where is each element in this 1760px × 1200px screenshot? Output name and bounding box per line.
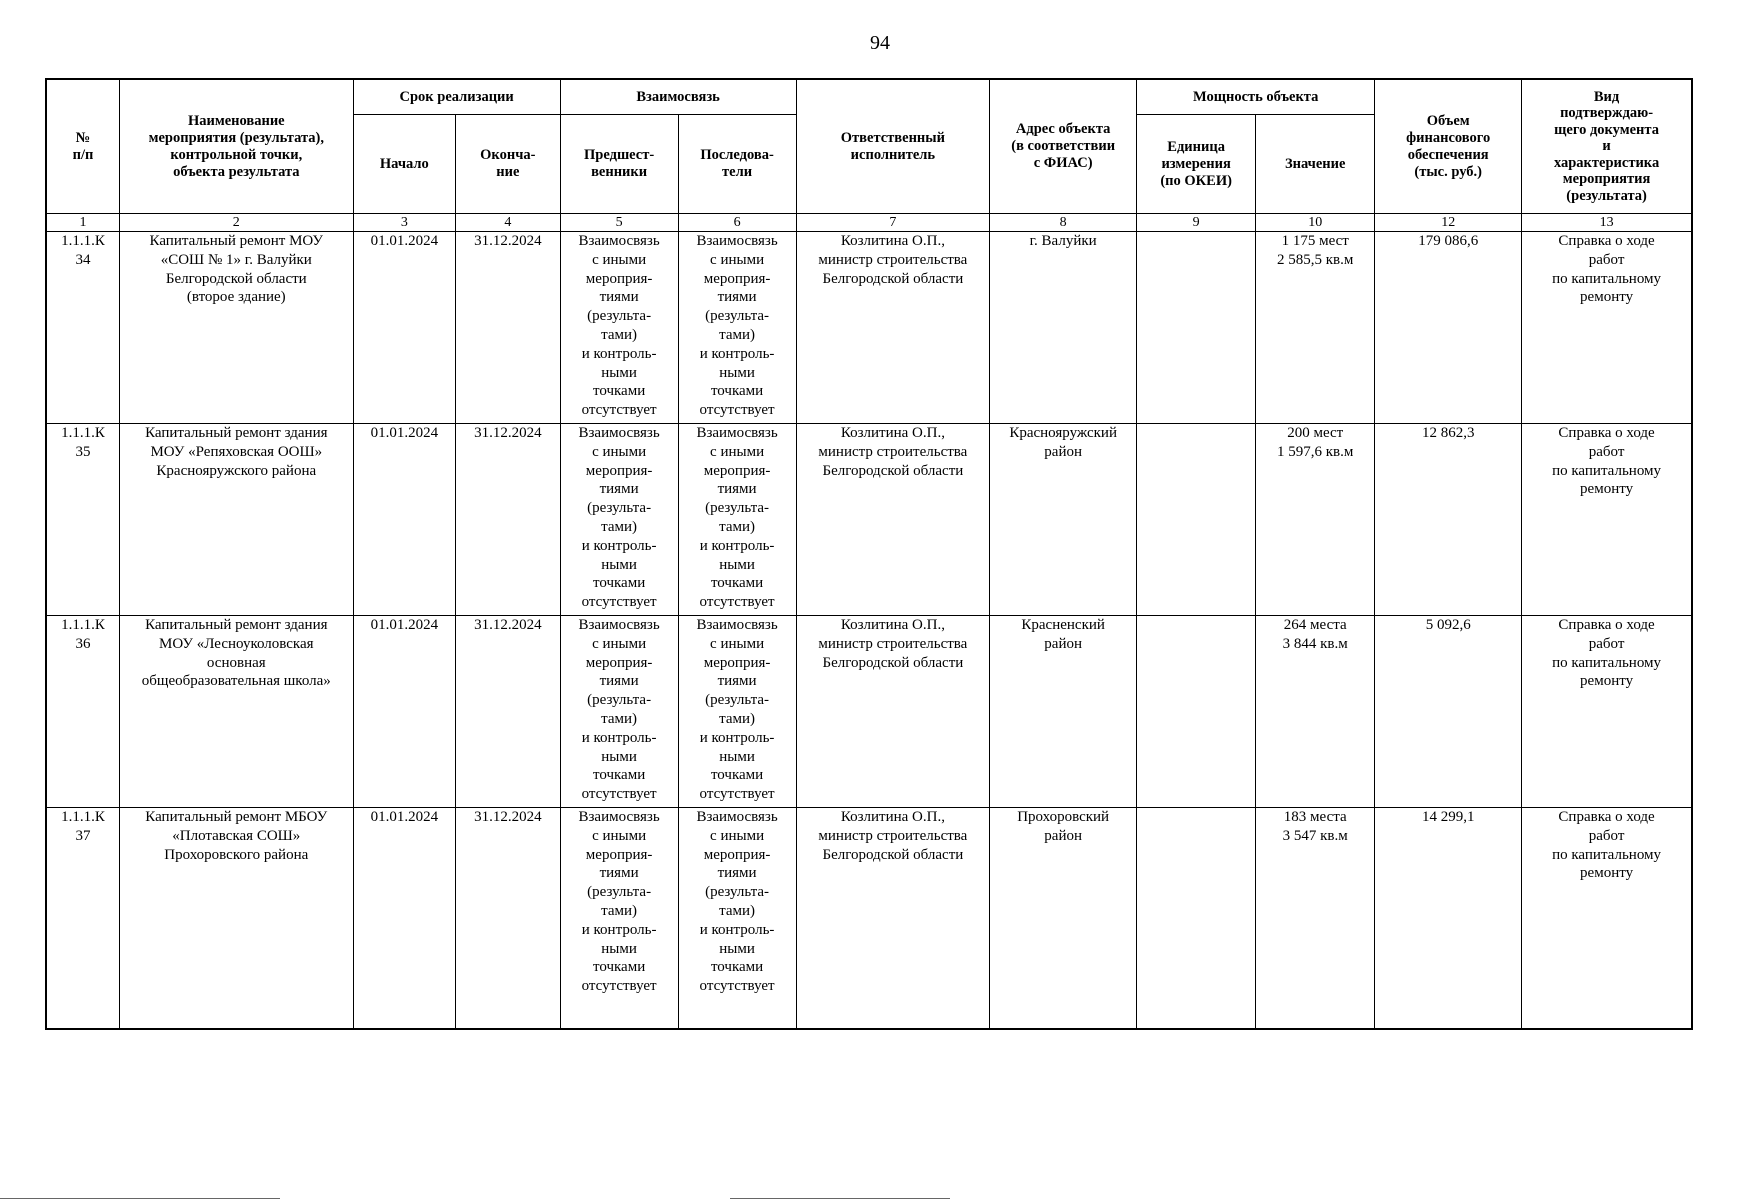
row-value: 183 места 3 547 кв.м xyxy=(1256,808,1375,1030)
scan-edge-line xyxy=(0,1198,280,1199)
column-number: 12 xyxy=(1375,214,1522,232)
row-end-date: 31.12.2024 xyxy=(456,808,561,1030)
column-number-row xyxy=(46,214,1692,232)
row-address: г. Валуйки xyxy=(990,232,1137,424)
row-document: Справка о ходе работ по капитальному ремонту xyxy=(1522,424,1692,616)
column-number: 2 xyxy=(119,214,353,232)
header-address: Адрес объекта (в соответствии с ФИАС) xyxy=(990,79,1137,214)
row-responsible: Козлитина О.П., министр строительства Белгородской области xyxy=(796,616,990,808)
row-number: 1.1.1.К 34 xyxy=(46,232,119,424)
row-start-date: 01.01.2024 xyxy=(353,808,455,1030)
row-value: 1 175 мест 2 585,5 кв.м xyxy=(1256,232,1375,424)
header-end: Оконча- ние xyxy=(456,115,561,214)
row-name: Капитальный ремонт МОУ «СОШ № 1» г. Валуйки Белгородской области (второе здание) xyxy=(119,232,353,424)
column-number: 10 xyxy=(1256,214,1375,232)
column-number: 7 xyxy=(796,214,990,232)
row-document: Справка о ходе работ по капитальному ремонту xyxy=(1522,616,1692,808)
column-number: 6 xyxy=(678,214,796,232)
header-row-top xyxy=(46,79,1692,115)
header-predecessors: Предшест- венники xyxy=(560,115,678,214)
header-num: № п/п xyxy=(46,79,119,214)
row-unit xyxy=(1137,424,1256,616)
row-predecessors: Взаимосвязь с иными мероприя- тиями (результа- тами) и контроль- ными точками отсутствует xyxy=(560,808,678,1030)
row-predecessors: Взаимосвязь с иными мероприя- тиями (результа- тами) и контроль- ными точками отсутствует xyxy=(560,616,678,808)
row-responsible: Козлитина О.П., министр строительства Белгородской области xyxy=(796,808,990,1030)
row-name: Капитальный ремонт здания МОУ «Репяховская ООШ» Краснояружского района xyxy=(119,424,353,616)
header-link-group: Взаимосвязь xyxy=(560,79,796,115)
table-row xyxy=(46,808,1692,1030)
row-predecessors: Взаимосвязь с иными мероприя- тиями (результа- тами) и контроль- ными точками отсутствует xyxy=(560,424,678,616)
row-volume: 5 092,6 xyxy=(1375,616,1522,808)
row-volume: 12 862,3 xyxy=(1375,424,1522,616)
row-unit xyxy=(1137,232,1256,424)
row-start-date: 01.01.2024 xyxy=(353,424,455,616)
row-name: Капитальный ремонт здания МОУ «Лесноуколовская основная общеобразовательная школа» xyxy=(119,616,353,808)
column-number: 13 xyxy=(1522,214,1692,232)
row-end-date: 31.12.2024 xyxy=(456,424,561,616)
row-end-date: 31.12.2024 xyxy=(456,616,561,808)
header-value: Значение xyxy=(1256,115,1375,214)
row-responsible: Козлитина О.П., министр строительства Белгородской области xyxy=(796,424,990,616)
row-number: 1.1.1.К 37 xyxy=(46,808,119,1030)
row-document: Справка о ходе работ по капитальному ремонту xyxy=(1522,232,1692,424)
row-responsible: Козлитина О.П., министр строительства Белгородской области xyxy=(796,232,990,424)
column-number: 4 xyxy=(456,214,561,232)
row-successors: Взаимосвязь с иными мероприя- тиями (результа- тами) и контроль- ными точками отсутствует xyxy=(678,232,796,424)
table-row xyxy=(46,616,1692,808)
row-name: Капитальный ремонт МБОУ «Плотавская СОШ» Прохоровского района xyxy=(119,808,353,1030)
row-predecessors: Взаимосвязь с иными мероприя- тиями (результа- тами) и контроль- ными точками отсутствует xyxy=(560,232,678,424)
row-unit xyxy=(1137,808,1256,1030)
row-end-date: 31.12.2024 xyxy=(456,232,561,424)
row-document: Справка о ходе работ по капитальному ремонту xyxy=(1522,808,1692,1030)
header-volume: Объем финансового обеспечения (тыс. руб.) xyxy=(1375,79,1522,214)
row-number: 1.1.1.К 36 xyxy=(46,616,119,808)
plan-table xyxy=(45,78,1693,1030)
column-number: 9 xyxy=(1137,214,1256,232)
row-unit xyxy=(1137,616,1256,808)
row-successors: Взаимосвязь с иными мероприя- тиями (результа- тами) и контроль- ными точками отсутствует xyxy=(678,616,796,808)
row-value: 264 места 3 844 кв.м xyxy=(1256,616,1375,808)
row-start-date: 01.01.2024 xyxy=(353,232,455,424)
row-volume: 179 086,6 xyxy=(1375,232,1522,424)
page-number: 94 xyxy=(870,32,890,54)
row-start-date: 01.01.2024 xyxy=(353,616,455,808)
row-address: Прохоровский район xyxy=(990,808,1137,1030)
row-successors: Взаимосвязь с иными мероприя- тиями (результа- тами) и контроль- ными точками отсутствует xyxy=(678,808,796,1030)
row-volume: 14 299,1 xyxy=(1375,808,1522,1030)
column-number: 8 xyxy=(990,214,1137,232)
header-start: Начало xyxy=(353,115,455,214)
row-number: 1.1.1.К 35 xyxy=(46,424,119,616)
header-document: Вид подтверждаю- щего документа и характеристика мероприятия (результата) xyxy=(1522,79,1692,214)
row-value: 200 мест 1 597,6 кв.м xyxy=(1256,424,1375,616)
table-row xyxy=(46,424,1692,616)
header-responsible: Ответственный исполнитель xyxy=(796,79,990,214)
row-successors: Взаимосвязь с иными мероприя- тиями (результа- тами) и контроль- ными точками отсутствует xyxy=(678,424,796,616)
row-address: Красненский район xyxy=(990,616,1137,808)
table-row xyxy=(46,232,1692,424)
header-power-group: Мощность объекта xyxy=(1137,79,1375,115)
column-number: 5 xyxy=(560,214,678,232)
scan-edge-line xyxy=(730,1198,950,1199)
column-number: 3 xyxy=(353,214,455,232)
header-successors: Последова- тели xyxy=(678,115,796,214)
column-number: 1 xyxy=(46,214,119,232)
header-name: Наименование мероприятия (результата), контрольной точки, объекта результата xyxy=(119,79,353,214)
header-unit: Единица измерения (по ОКЕИ) xyxy=(1137,115,1256,214)
header-period-group: Срок реализации xyxy=(353,79,560,115)
row-address: Краснояружский район xyxy=(990,424,1137,616)
